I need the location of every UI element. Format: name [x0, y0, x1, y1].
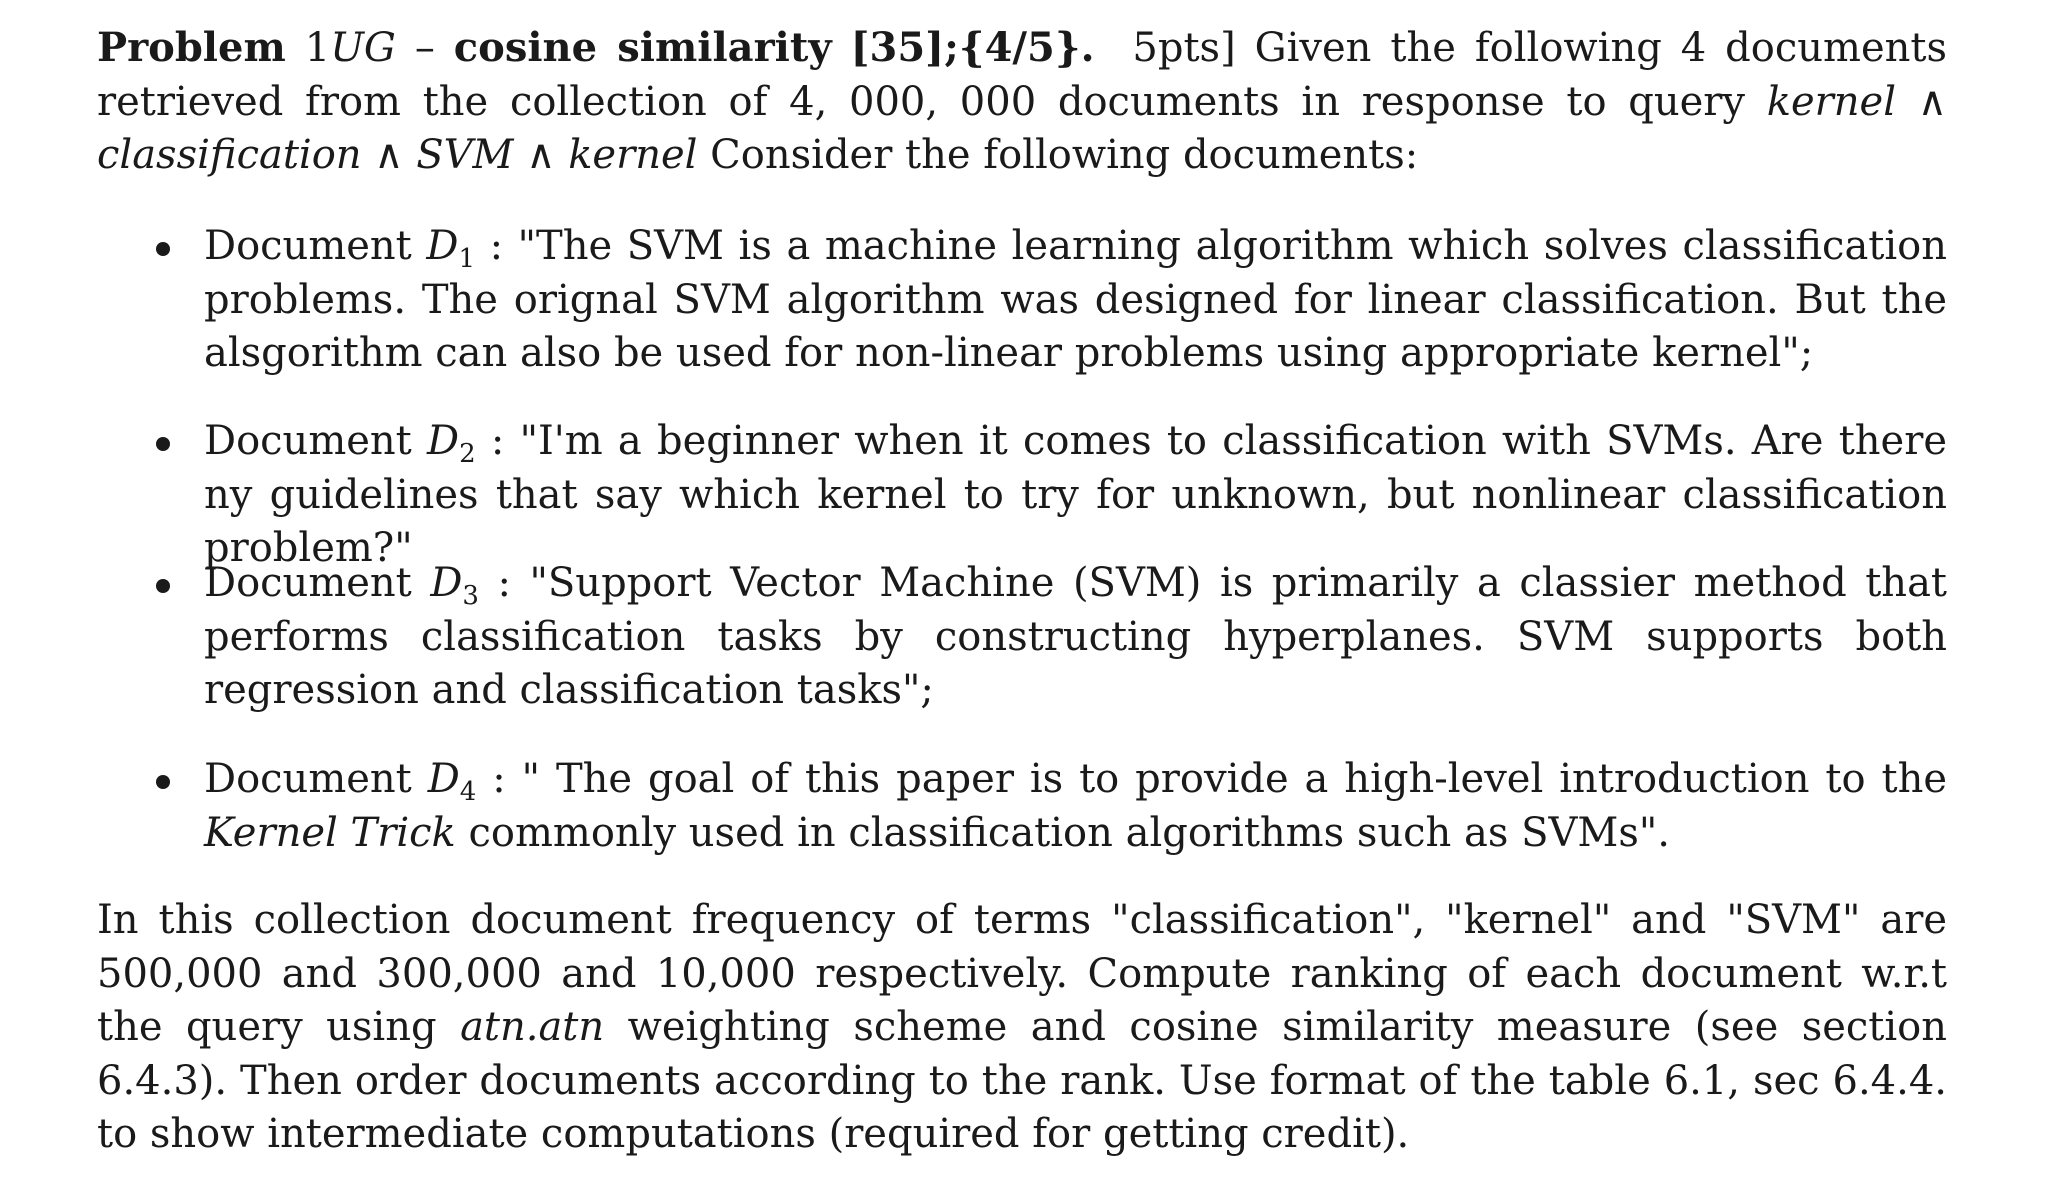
weighting-scheme: atn.atn — [460, 1004, 605, 1050]
problem-points: 5pts] — [1132, 25, 1236, 71]
document-text-close: commonly used in classification algorithms such as SVMs". — [468, 809, 1670, 856]
problem-label: Problem — [97, 24, 286, 71]
document-symbol: $D_2$ — [427, 418, 476, 469]
list-item: Document $D_3$ : "Support Vector Machine (SVM) is primarily a classier method that performs classification tasks by constructing hyperplanes. SVM supports both regression and classification tasks"; — [204, 557, 1947, 718]
document-symbol: $D_1$ — [426, 223, 475, 274]
list-item: Document $D_2$ : "I'm a beginner when it comes to classification with SVMs. Are there ny guidelines that say which kernel to try for unknown, but nonlinear classification problem?" — [204, 415, 1947, 576]
task-instructions — [97, 894, 1947, 1162]
outro-text-1: In this collection document frequency of terms "classification", "kernel" and "SVM" are 500,000 and 300,000 and 10,000 respectively. Compute ranking of each document w.r.t the query using — [97, 897, 1947, 1050]
bullet-icon — [156, 437, 170, 451]
document-text: "I'm a beginner when it comes to classification with SVMs. Are there ny guidelines that say which kernel to try for unknown, but nonlinear classification problem?" — [204, 418, 1947, 571]
bullet-icon — [156, 242, 170, 256]
bullet-icon — [156, 775, 170, 789]
document-text: "The SVM is a machine learning algorithm which solves classification problems. The orignal SVM algorithm was designed for linear classification. But the alsgorithm can also be used for non-linear problems using appropriate kernel"; — [204, 223, 1948, 376]
problem-number: 1UG — [304, 25, 396, 71]
problem-bracket-a: [35]; — [850, 24, 959, 71]
problem-intro-text: Given the following 4 documents retrieved from the collection of 4, 000, 000 documents in response to query — [97, 25, 1947, 125]
document-symbol: $D_3$ — [430, 560, 479, 611]
query-expression: kernel ∧ classification ∧ SVM ∧ kernel — [97, 78, 1948, 178]
problem-bracket-b: {4/5}. — [958, 24, 1095, 71]
list-item: Document $D_1$ : "The SVM is a machine learning algorithm which solves classification problems. The orignal SVM algorithm was designed for linear classification. But the alsgorithm can also be used for non-linear problems using appropriate kernel"; — [204, 220, 1947, 381]
document-label: Document — [204, 756, 412, 802]
document-symbol: $D_4$ — [427, 756, 477, 807]
document-text-italic: Kernel Trick — [204, 809, 456, 856]
problem-intro-end: Consider the following documents: — [710, 132, 1419, 178]
problem-dash: – — [395, 25, 454, 71]
document-label: Document — [204, 418, 412, 464]
problem-statement — [97, 21, 1947, 183]
problem-title: cosine similarity — [453, 24, 832, 71]
document-label: Document — [204, 223, 412, 269]
document-text-open: " The goal of this paper is to provide a high-level introduction to the — [521, 756, 1947, 802]
list-item: Document $D_4$ : " The goal of this paper is to provide a high-level introduction to the Kernel Trick commonly used in classification algorithms such as SVMs". — [204, 753, 1947, 860]
bullet-icon — [156, 579, 170, 593]
document-label: Document — [204, 560, 412, 606]
outro-text-2: weighting scheme and cosine similarity measure (see section 6.4.3). Then order documents according to the rank. Use format of the table 6.1, sec 6.4.4. to show intermediate computations (required for getting credit). — [97, 1004, 1948, 1157]
document-text: "Support Vector Machine (SVM) is primarily a classier method that performs classification tasks by constructing hyperplanes. SVM supports both regression and classification tasks"; — [204, 560, 1947, 713]
